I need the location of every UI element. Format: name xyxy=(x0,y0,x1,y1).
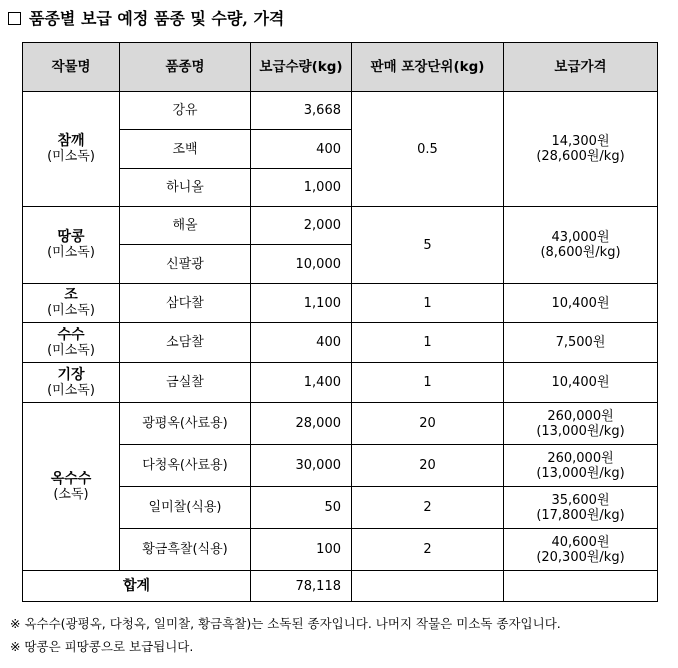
unit-cell: 2 xyxy=(352,529,504,571)
table-row xyxy=(23,207,658,245)
price-cell xyxy=(504,487,658,529)
crop-cell xyxy=(23,207,120,284)
header-unit: 판매 포장단위(kg) xyxy=(352,43,504,92)
unit-cell: 2 xyxy=(352,487,504,529)
variety-cell: 소담찰 xyxy=(120,323,251,363)
quantity-cell: 3,668 xyxy=(251,92,352,130)
quantity-cell: 1,400 xyxy=(251,363,352,403)
variety-table xyxy=(22,42,658,602)
crop-treatment: (미소독) xyxy=(47,342,95,358)
crop-treatment: (미소독) xyxy=(47,303,95,318)
price-cell xyxy=(504,92,658,207)
title-text: 품종별 보급 예정 품종 및 수량, 가격 xyxy=(29,9,285,28)
price-cell: 10,400원 xyxy=(504,363,658,403)
quantity-cell: 1,000 xyxy=(251,169,352,207)
quantity-cell: 100 xyxy=(251,529,352,571)
price-cell xyxy=(504,529,658,571)
unit-cell: 5 xyxy=(352,207,504,284)
quantity-cell: 2,000 xyxy=(251,207,352,245)
header-crop: 작물명 xyxy=(23,43,120,92)
crop-name: 옥수수 xyxy=(50,470,92,487)
header-variety: 품종명 xyxy=(120,43,251,92)
crop-name: 기장 xyxy=(57,366,85,383)
total-price-empty xyxy=(504,571,658,602)
price-value: 35,600원 xyxy=(551,492,610,508)
quantity-cell: 28,000 xyxy=(251,403,352,445)
price-value: 40,600원 xyxy=(551,534,610,550)
header-quantity: 보급수량(kg) xyxy=(251,43,352,92)
quantity-cell: 400 xyxy=(251,130,352,169)
variety-cell: 강유 xyxy=(120,92,251,130)
variety-cell: 해올 xyxy=(120,207,251,245)
total-quantity: 78,118 xyxy=(251,571,352,602)
quantity-cell: 10,000 xyxy=(251,245,352,284)
price-value: 260,000원 xyxy=(547,450,614,466)
quantity-cell: 30,000 xyxy=(251,445,352,487)
crop-treatment: (미소독) xyxy=(47,245,95,260)
unit-cell: 1 xyxy=(352,363,504,403)
price-per-kg: (20,300원/kg) xyxy=(536,549,625,565)
price-per-kg: (13,000원/kg) xyxy=(536,423,625,439)
price-per-kg: (13,000원/kg) xyxy=(536,465,625,481)
variety-cell: 금실찰 xyxy=(120,363,251,403)
quantity-cell: 400 xyxy=(251,323,352,363)
variety-cell: 조백 xyxy=(120,130,251,169)
variety-cell: 황금흑찰(식용) xyxy=(120,529,251,571)
table-row xyxy=(23,284,658,323)
section-title xyxy=(8,6,284,29)
crop-name: 수수 xyxy=(57,326,85,343)
crop-cell xyxy=(23,363,120,403)
variety-cell: 하니올 xyxy=(120,169,251,207)
unit-cell: 20 xyxy=(352,445,504,487)
footnotes xyxy=(10,612,561,658)
crop-name: 땅콩 xyxy=(57,229,85,245)
crop-cell xyxy=(23,323,120,363)
price-value: 43,000원 xyxy=(551,230,610,245)
price-cell xyxy=(504,207,658,284)
price-cell: 10,400원 xyxy=(504,284,658,323)
price-cell: 7,500원 xyxy=(504,323,658,363)
price-per-kg: (28,600원/kg) xyxy=(536,149,625,164)
crop-cell xyxy=(23,403,120,571)
unit-cell: 1 xyxy=(352,284,504,323)
price-value: 260,000원 xyxy=(547,408,614,424)
variety-cell: 광평옥(사료용) xyxy=(120,403,251,445)
total-unit-empty xyxy=(352,571,504,602)
footnote: ※ 땅콩은 피땅콩으로 보급됩니다. xyxy=(10,639,194,654)
unit-cell: 1 xyxy=(352,323,504,363)
variety-cell: 삼다찰 xyxy=(120,284,251,323)
checkbox-square-icon xyxy=(8,12,21,25)
quantity-cell: 50 xyxy=(251,487,352,529)
unit-cell: 0.5 xyxy=(352,92,504,207)
footnote: ※ 옥수수(광평옥, 다청옥, 일미찰, 황금흑찰)는 소독된 종자입니다. 나머지 작물은 미소독 종자입니다. xyxy=(10,616,561,631)
price-per-kg: (8,600원/kg) xyxy=(540,245,621,260)
crop-name: 참깨 xyxy=(57,133,85,149)
table-row xyxy=(23,323,658,363)
price-cell xyxy=(504,403,658,445)
quantity-cell: 1,100 xyxy=(251,284,352,323)
crop-treatment: (미소독) xyxy=(47,382,95,398)
total-label: 합계 xyxy=(23,571,251,602)
header-price: 보급가격 xyxy=(504,43,658,92)
crop-treatment: (미소독) xyxy=(47,149,95,164)
price-value: 14,300원 xyxy=(551,134,610,149)
unit-cell: 20 xyxy=(352,403,504,445)
header-row xyxy=(23,43,658,92)
table-row xyxy=(23,92,658,130)
price-per-kg: (17,800원/kg) xyxy=(536,507,625,523)
crop-cell xyxy=(23,284,120,323)
crop-name: 조 xyxy=(64,287,78,303)
variety-cell: 일미찰(식용) xyxy=(120,487,251,529)
price-cell xyxy=(504,445,658,487)
table-row xyxy=(23,363,658,403)
total-row xyxy=(23,571,658,602)
variety-cell: 신팔광 xyxy=(120,245,251,284)
table-row xyxy=(23,403,658,445)
variety-cell: 다청옥(사료용) xyxy=(120,445,251,487)
crop-treatment: (소독) xyxy=(53,486,89,502)
crop-cell xyxy=(23,92,120,207)
